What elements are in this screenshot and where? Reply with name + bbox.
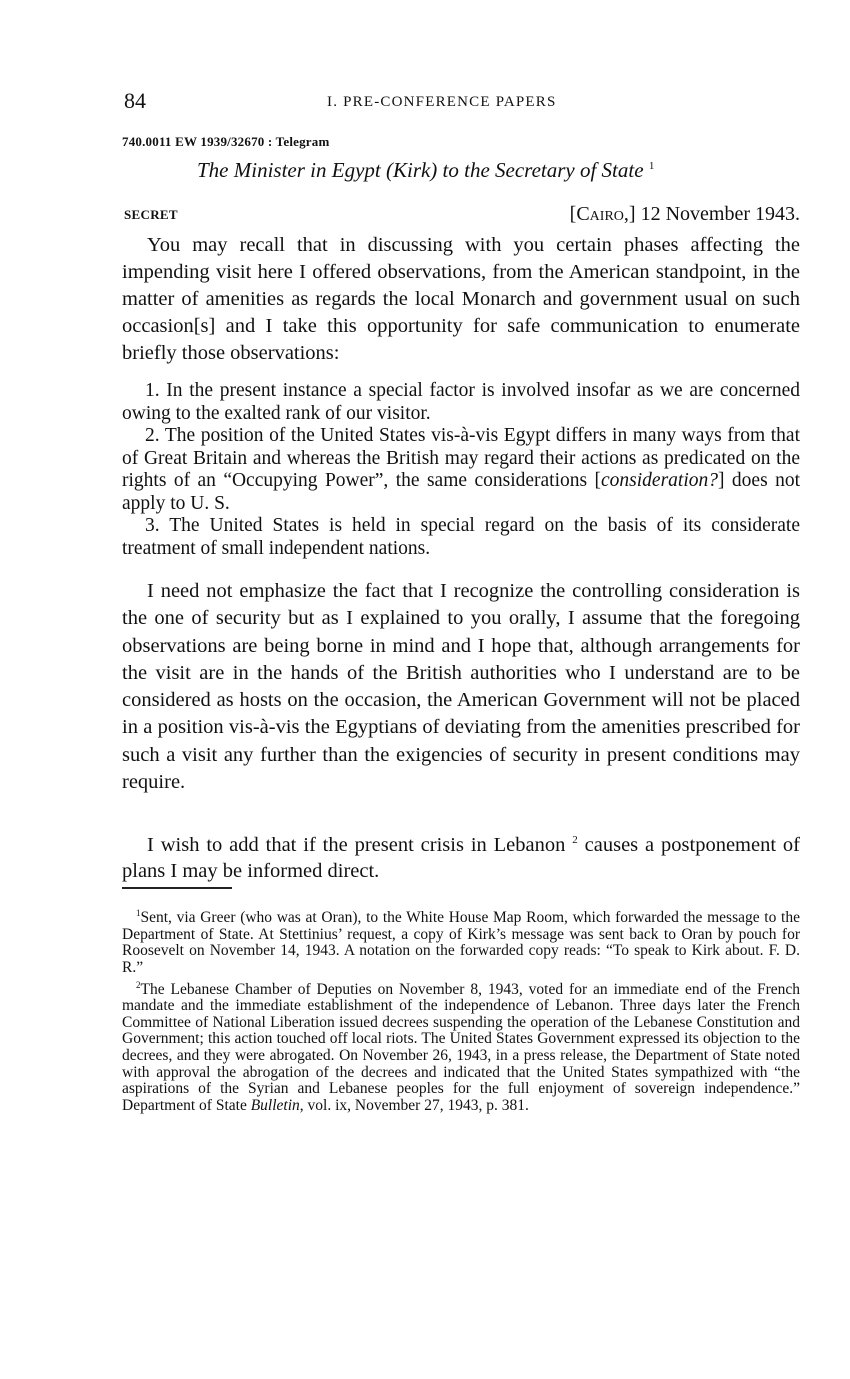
list-item: 1. In the present instance a special factor is involved insofar as we are concerned owing to the exalted rank of our visitor.: [122, 380, 800, 424]
classification-label: SECRET: [124, 207, 178, 222]
list-item: 3. The United States is held in special regard on the basis of its considerate treatment of small independent nations.: [122, 515, 800, 559]
footnote-marker: 2: [572, 834, 578, 846]
footnote-divider: [122, 887, 232, 889]
document-title: The Minister in Egypt (Kirk) to the Secretary of State $^1$: [197, 158, 655, 182]
date: 12 November 1943.: [640, 203, 800, 225]
footnotes: [122, 905, 800, 1114]
paragraph-intro: You may recall that in discussing with you certain phases affecting the impending visit here I offered observations, from the American standpoint, in the matter of amenities as regards the local Monarch and government usual on such occasion[s] and I take this opportunity for safe communication to enumerate briefly those observations:: [122, 234, 800, 364]
page-number: 84: [124, 88, 146, 113]
footnote-marker: 1: [648, 160, 655, 172]
file-reference: 740.0011 EW 1939/32670 : Telegram: [122, 134, 330, 149]
footnote-1: $^1$Sent, via Greer (who was at Oran), to the White House Map Room, which forwarded the message to the Department of State. At Stettinius’ request, a copy of Kirk’s message was sent back to Oran by pouch for Roosevelt on November 14, 1943. A notation on the forwarded copy reads: “To speak to Kirk about. F. D. R.”: [122, 908, 800, 976]
paragraph-lebanon: I wish to add that if the present crisis in Lebanon $^2$ causes a postponement of plans I may be informed direct.: [122, 833, 800, 883]
running-title: I. PRE-CONFERENCE PAPERS: [327, 94, 557, 110]
paragraph-security: I need not emphasize the fact that I recognize the controlling consideration is the one of security but as I explained to you orally, I assume that the foregoing observations are being borne in mind and I hope that, although arrangements for the visit are in the hands of the British authorities who I understand are to be considered as hosts on the occasion, the American Government will not be placed in a position vis-à-vis the Egyptians of deviating from the amenities prescribed for such a visit any further than the exigencies of security in present conditions may require.: [122, 580, 800, 794]
list-item: 2. The position of the United States vis-à-vis Egypt differs in many ways from that of Great Britain and whereas the British may regard their actions as predicated on the rights of an “Occupying Power”, the same considerations [consideration?] does not apply to U. S.: [122, 425, 800, 514]
observations-list: [122, 380, 800, 560]
dateline: [Cairo,] 12 November 1943.: [569, 203, 800, 225]
footnote-2: $^2$The Lebanese Chamber of Deputies on November 8, 1943, voted for an immediate end of the French mandate and the immediate establishment of the independence of Lebanon. Three days later the French Committee of National Liberation issued decrees suspending the operation of the Lebanese Constitution and Government; this action touched off local riots. The United States Government expressed its objection to the decrees, and they were abrogated. On November 26, 1943, in a press release, the Department of State noted with approval the abrogation of the decrees and indicated that the United States sympathized with “the aspirations of the Syrian and Lebanese peoples for the full enjoyment of sovereign independence.” Department of State Bulletin, vol. ix, November 27, 1943, p. 381.: [122, 979, 800, 1114]
place-name: Cairo: [576, 203, 624, 225]
page-header: [122, 88, 800, 118]
